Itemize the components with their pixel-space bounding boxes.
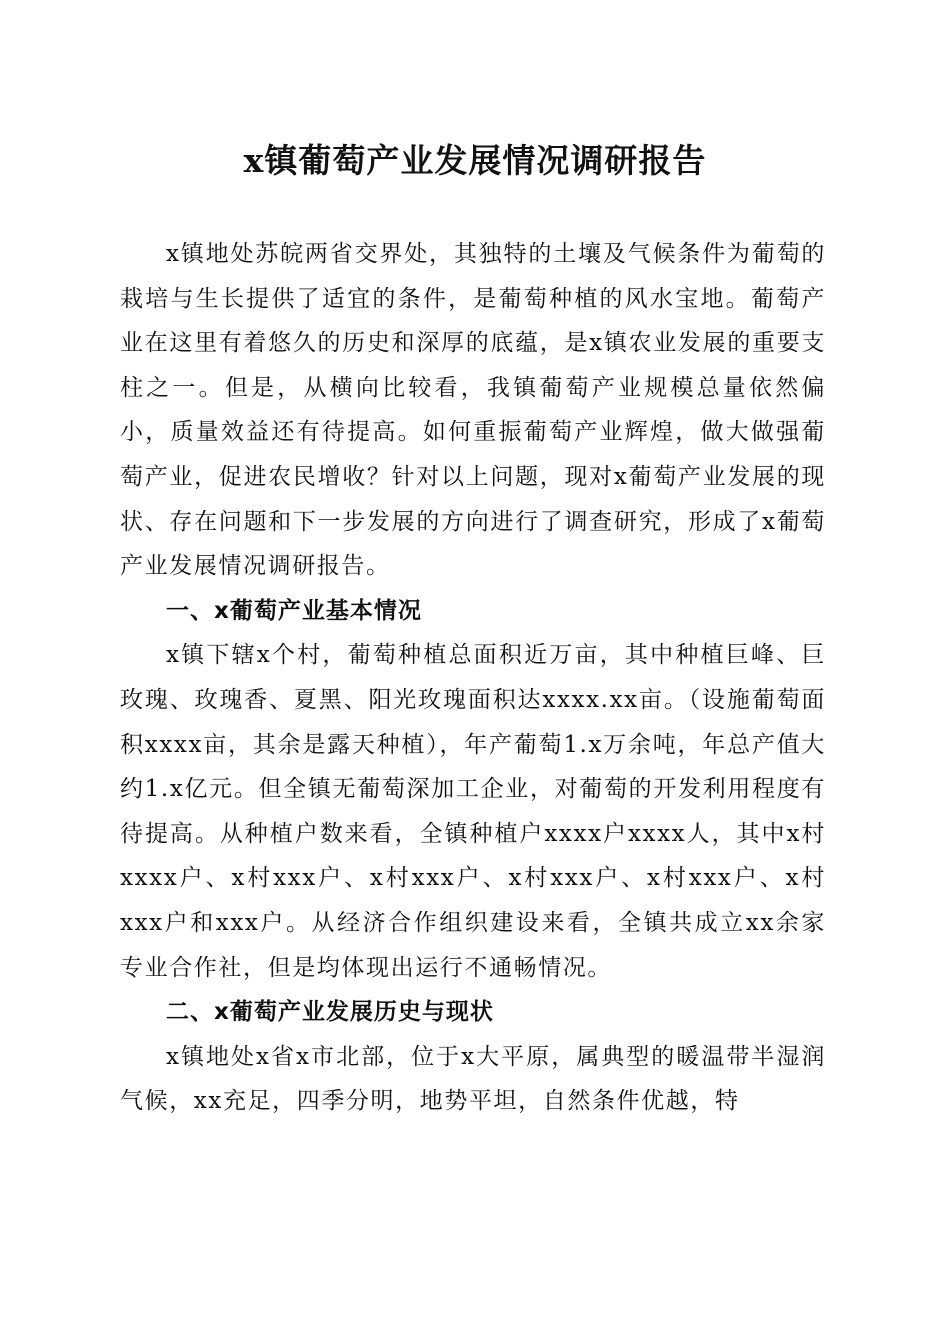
section-2-paragraph: x镇地处x省x市北部，位于x大平原，属典型的暖温带半湿润气候，xx充足，四季分明，地势平坦，自然条件优越，特 [120,1043,826,1115]
section-1-heading: 一、x葡萄产业基本情况 [166,597,422,624]
document-title: x镇葡萄产业发展情况调研报告 [243,141,707,180]
intro-paragraph: x镇地处苏皖两省交界处，其独特的土壤及气候条件为葡萄的栽培与生长提供了适宜的条件，是葡萄种植的风水宝地。葡萄产业在这里有着悠久的历史和深厚的底蕴，是x镇农业发展的重要支柱之一。但是，从横向比较看，我镇葡萄产业规模总量依然偏小，质量效益还有待提高。如何重振葡萄产业辉煌，做大做强葡萄产业，促进农民增收？针对以上问题，现对x葡萄产业发展的现状、存在问题和下一步发展的方向进行了调查研究，形成了x葡萄产业发展情况调研报告。 [120,241,826,580]
section-1-paragraph: x镇下辖x个村，葡萄种植总面积近万亩，其中种植巨峰、巨玫瑰、玫瑰香、夏黑、阳光玫瑰面积达xxxx.xx亩。（设施葡萄面积xxxx亩，其余是露天种植），年产葡萄1.x万余吨，年总产值大约1.x亿元。但全镇无葡萄深加工企业，对葡萄的开发利用程度有待提高。从种植户数来看，全镇种植户xxxx户xxxx人，其中x村xxxx户、x村xxx户、x村xxx户、x村xxx户、x村xxx户、x村xxx户和xxx户。从经济合作组织建设来看，全镇共成立xx余家专业合作社，但是均体现出运行不通畅情况。 [120,642,827,981]
section-2-heading: 二、x葡萄产业发展历史与现状 [166,999,494,1026]
document-body [120,232,826,1124]
